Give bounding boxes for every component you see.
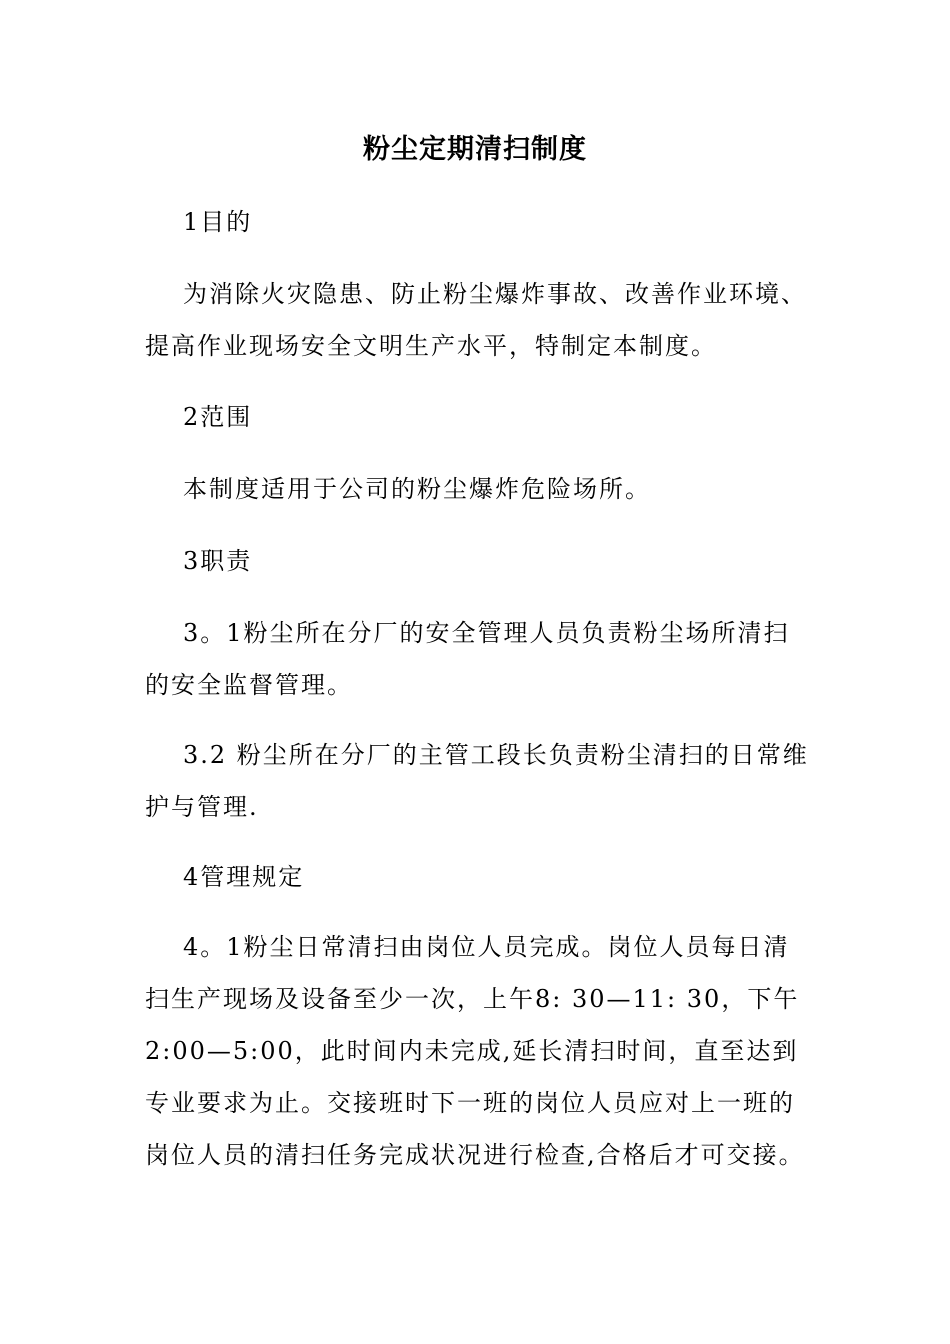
section-heading-management: 4管理规定 <box>183 863 305 891</box>
document-title: 粉尘定期清扫制度 <box>363 134 587 165</box>
section-heading-scope: 2范围 <box>183 403 253 431</box>
paragraph-purpose: 为消除火灾隐患、防止粉尘爆炸事故、改善作业环境、提高作业现场安全文明生产水平，特制定本制度。 <box>145 280 807 360</box>
paragraph-responsibility-3-1: 3。1粉尘所在分厂的安全管理人员负责粉尘场所清扫的安全监督管理。 <box>145 619 790 699</box>
paragraph-management-4-1: 4。1粉尘日常清扫由岗位人员完成。岗位人员每日清扫生产现场及设备至少一次，上午8: 30—11: 30，下午2:00—5:00，此时间内未完成,延长清扫时间，直至达到专业要求为止。交接班时下一班的岗位人员应对上一班的岗位人员的清扫任务完成状况进行检查,合格后才可交接。 <box>145 933 805 1169</box>
paragraph-scope: 本制度适用于公司的粉尘爆炸危险场所。 <box>183 475 651 503</box>
section-heading-responsibility: 3职责 <box>183 547 253 575</box>
section-heading-purpose: 1目的 <box>183 208 253 236</box>
paragraph-responsibility-3-2: 3.2 粉尘所在分厂的主管工段长负责粉尘清扫的日常维护与管理. <box>145 741 809 821</box>
